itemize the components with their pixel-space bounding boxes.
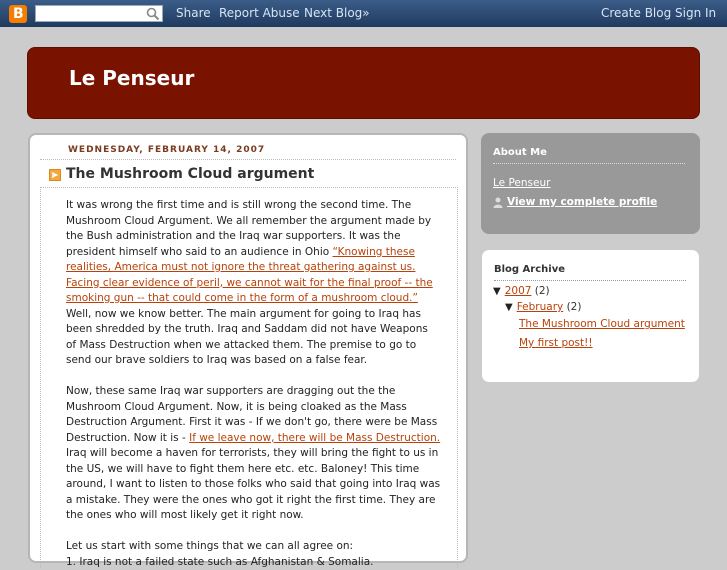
post-date: WEDNESDAY, FEBRUARY 14, 2007 xyxy=(68,145,265,155)
blog-archive-box xyxy=(481,249,700,383)
archive-year-row xyxy=(493,285,550,297)
share-link[interactable]: Share xyxy=(176,6,211,20)
sign-in-link[interactable]: Sign In xyxy=(675,6,716,20)
archive-year-link[interactable]: 2007 xyxy=(505,285,532,297)
post-arrow-icon xyxy=(49,169,61,181)
main-content xyxy=(28,133,468,563)
divider xyxy=(40,159,456,160)
logo-letter: B xyxy=(13,5,24,23)
divider xyxy=(494,280,686,281)
year-count: (2) xyxy=(535,285,550,297)
archive-month-link[interactable]: February xyxy=(517,301,564,313)
p2-text-a: Now, these same Iraq war supporters are dragging out the the Mushroom Cloud Argument. Now, it is being cloaked as the Mass Destruction Argument. First it was - If we don't go, there were be Mass Destruction. Now it is - xyxy=(66,385,437,444)
post-body xyxy=(66,198,441,570)
archive-heading: Blog Archive xyxy=(494,264,565,275)
author-name-link[interactable]: Le Penseur xyxy=(493,177,550,189)
blog-title[interactable]: Le Penseur xyxy=(69,66,194,90)
archive-post-link[interactable]: My first post!! xyxy=(519,337,593,349)
about-heading: About Me xyxy=(493,147,547,158)
report-abuse-link[interactable]: Report Abuse xyxy=(219,6,300,20)
month-toggle-icon[interactable]: ▼ xyxy=(505,302,513,313)
search-icon[interactable] xyxy=(146,7,160,21)
archive-month-row xyxy=(505,301,581,313)
archive-post-item xyxy=(519,337,593,349)
blog-header xyxy=(27,47,700,119)
navbar xyxy=(0,0,727,27)
p2-text-b: Iraq will become a haven for terrorists, they will bring the fight to us in the US, we will have to fight them here etc. etc. Baloney! This time around, I want to listen to those folks who said that going into Iraq was a mistake. They were the ones who got it right the first time. They are the ones who will most likely get it right now. xyxy=(66,447,440,521)
month-count: (2) xyxy=(567,301,582,313)
divider xyxy=(493,163,685,164)
post-title[interactable]: The Mushroom Cloud argument xyxy=(66,166,314,182)
archive-post-item xyxy=(519,318,685,330)
next-blog-link[interactable]: Next Blog» xyxy=(304,6,370,20)
p1-text-b: Well, now we know better. The main argument for going to Iraq has been shredded by the truth. Iraq and Saddam did not have Weapons of Mass Destruction when we attacked them. The premise to go to send our brave soldiers to Iraq was based on a false fear. xyxy=(66,308,428,367)
ohio-quote-link[interactable]: “Knowing these realities, America must not ignore the threat gathering against us. Facing clear evidence of peril, we cannot wait for the final proof -- the smoking gun -- that could come in the form of a mushroom cloud.” xyxy=(66,246,433,305)
about-me-box xyxy=(481,133,700,234)
year-toggle-icon[interactable]: ▼ xyxy=(493,286,501,297)
paragraph-4: 1. Iraq is not a failed state such as Afghanistan & Somalia. xyxy=(66,555,441,570)
mass-destruction-link[interactable]: If we leave now, there will be Mass Destruction. xyxy=(189,432,440,444)
create-blog-link[interactable]: Create Blog xyxy=(601,6,671,20)
search-input[interactable] xyxy=(35,5,163,22)
profile-icon xyxy=(493,197,503,208)
complete-profile-link[interactable]: View my complete profile xyxy=(507,196,657,208)
paragraph-3: Let us start with some things that we can all agree on: xyxy=(66,539,441,555)
blogger-logo-icon[interactable] xyxy=(9,5,27,23)
p1-text-a: It was wrong the first time and is still wrong the second time. The Mushroom Cloud Argument. We all remember the argument made by the Bush administration and the Iraq war supporters. It was the president himself who said to an audience in Ohio xyxy=(66,199,431,258)
paragraph-2 xyxy=(66,384,441,524)
archive-post-link[interactable]: The Mushroom Cloud argument xyxy=(519,318,685,330)
paragraph-1 xyxy=(66,198,441,369)
